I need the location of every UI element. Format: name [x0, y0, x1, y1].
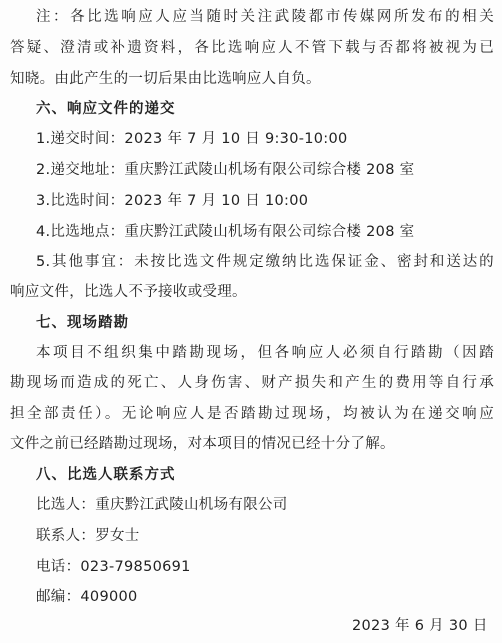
site-visit-line-1: 本项目不组织集中踏勘现场，但各响应人必须自行踏勘（因踏: [36, 345, 494, 361]
notice-line-3: 知晓。由此产生的一切后果由比选响应人自负。: [10, 71, 321, 87]
document-date: 2023 年 6 月 30 日: [352, 618, 488, 634]
section-6-heading: 六、响应文件的递交: [36, 101, 176, 117]
other-matters-line-1: 5.其他事宜：未按比选文件规定缴纳比选保证金、密封和送达的: [36, 254, 494, 270]
selection-time: 3.比选时间：2023 年 7 月 10 日 10:00: [36, 193, 309, 209]
site-visit-line-2: 勘现场而造成的死亡、人身伤害、财产损失和产生的费用等自行承: [10, 375, 494, 391]
section-8-heading: 八、比选人联系方式: [36, 467, 176, 483]
other-matters-line-2: 响应文件，比选人不予接收或受理。: [10, 284, 247, 300]
submission-time: 1.递交时间：2023 年 7 月 10 日 9:30-10:00: [36, 131, 348, 147]
contact-organization: 比选人：重庆黔江武陵山机场有限公司: [36, 497, 288, 513]
notice-line-1: 注：各比选响应人应当随时关注武陵都市传媒网所发布的相关: [36, 9, 494, 25]
section-7-heading: 七、现场踏勘: [36, 315, 129, 331]
site-visit-line-4: 文件之前已经踏勘过现场，对本项目的情况已经十分了解。: [10, 436, 395, 452]
contact-person: 联系人：罗女士: [36, 528, 140, 544]
contact-postcode: 邮编：409000: [36, 589, 138, 605]
selection-location: 4.比选地点：重庆黔江武陵山机场有限公司综合楼 208 室: [36, 224, 415, 240]
notice-line-2: 答疑、澄清或补遗资料，各比选响应人不管下载与否都将被视为已: [10, 40, 494, 56]
submission-address: 2.递交地址：重庆黔江武陵山机场有限公司综合楼 208 室: [36, 162, 415, 178]
site-visit-line-3: 担全部责任）。无论响应人是否踏勘过现场，均被认为在递交响应: [10, 406, 494, 422]
contact-phone: 电话：023-79850691: [36, 559, 191, 575]
